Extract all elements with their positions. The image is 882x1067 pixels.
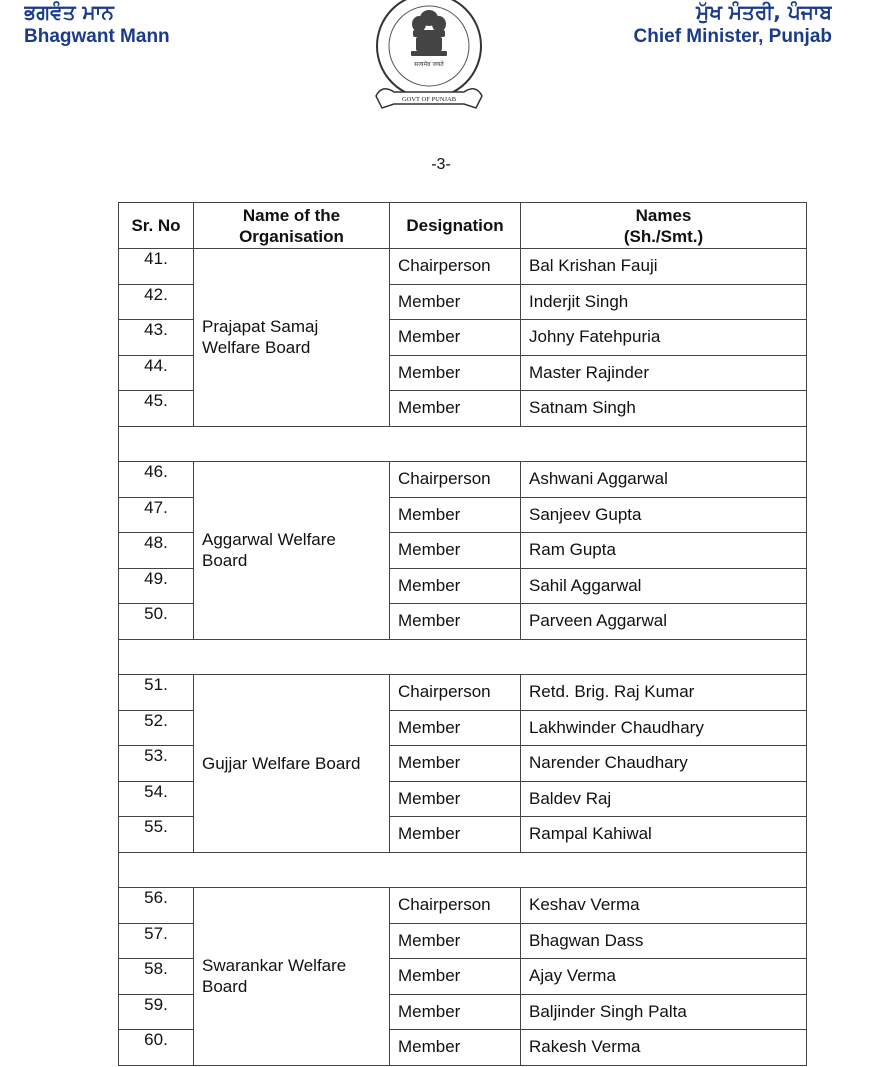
designation: Chairperson <box>390 888 521 924</box>
designation: Member <box>390 320 521 356</box>
sr-no: 58. <box>119 959 194 995</box>
sr-no: 41. <box>119 249 194 285</box>
sr-no: 60. <box>119 1030 194 1066</box>
member-name: Baldev Raj <box>521 781 807 817</box>
designation: Member <box>390 497 521 533</box>
separator-cell <box>119 639 807 675</box>
member-name: Johny Fatehpuria <box>521 320 807 356</box>
header-names-line2: (Sh./Smt.) <box>623 226 704 246</box>
organisation-line2: Board <box>202 977 248 997</box>
emblem-motto: सत्यमेव जयते <box>414 61 444 68</box>
organisation-name <box>194 888 390 1066</box>
sr-no: 52. <box>119 710 194 746</box>
designation-punjabi: ਮੁੱਖ ਮੰਤਰੀ, ਪੰਜਾਬ <box>696 0 832 24</box>
organisation-line1: Aggarwal Welfare <box>202 530 336 550</box>
designation: Member <box>390 781 521 817</box>
table-row <box>119 675 807 711</box>
designation: Member <box>390 817 521 853</box>
organisation-line1: Prajapat Samaj <box>202 317 319 337</box>
member-name: Ashwani Aggarwal <box>521 462 807 498</box>
sr-no: 57. <box>119 923 194 959</box>
member-name: Baljinder Singh Palta <box>521 994 807 1030</box>
minister-name-punjabi: ਭਗਵੰਤ ਮਾਨ <box>24 0 114 24</box>
sr-no: 46. <box>119 462 194 498</box>
government-emblem <box>364 0 494 128</box>
header-right <box>634 0 832 48</box>
page-number: -3- <box>431 156 451 173</box>
organisation-name <box>194 249 390 427</box>
group-separator-row <box>119 852 807 888</box>
designation: Member <box>390 355 521 391</box>
organisation-name <box>194 462 390 640</box>
sr-no: 47. <box>119 497 194 533</box>
header-organisation <box>194 203 390 249</box>
organisation-line2: Board <box>202 551 248 571</box>
table-header-row <box>119 203 807 249</box>
sr-no: 55. <box>119 817 194 853</box>
header-organisation-line1: Name of the <box>242 205 341 225</box>
organisation-line2: Welfare Board <box>202 338 311 358</box>
emblem-ribbon-text: GOVT OF PUNJAB <box>401 96 457 103</box>
designation: Member <box>390 710 521 746</box>
member-name: Keshav Verma <box>521 888 807 924</box>
header-names-line1: Names <box>635 205 692 225</box>
member-name: Lakhwinder Chaudhary <box>521 710 807 746</box>
header-designation: Designation <box>390 203 521 249</box>
member-name: Rampal Kahiwal <box>521 817 807 853</box>
table-row <box>119 462 807 498</box>
member-name: Sahil Aggarwal <box>521 568 807 604</box>
sr-no: 43. <box>119 320 194 356</box>
organisation-line1: Gujjar Welfare Board <box>202 753 361 773</box>
sr-no: 54. <box>119 781 194 817</box>
sr-no: 45. <box>119 391 194 427</box>
sr-no: 51. <box>119 675 194 711</box>
member-name: Sanjeev Gupta <box>521 497 807 533</box>
member-name: Bhagwan Dass <box>521 923 807 959</box>
lion-capital-icon <box>411 10 447 56</box>
minister-name: Bhagwant Mann <box>24 26 170 47</box>
designation-title: Chief Minister, Punjab <box>633 26 832 47</box>
sr-no: 42. <box>119 284 194 320</box>
member-name: Ajay Verma <box>521 959 807 995</box>
member-name: Ram Gupta <box>521 533 807 569</box>
group-separator-row <box>119 426 807 462</box>
header-organisation-line2: Organisation <box>239 226 344 246</box>
designation: Member <box>390 568 521 604</box>
sr-no: 50. <box>119 604 194 640</box>
group-separator-row <box>119 639 807 675</box>
appointments-table <box>118 202 807 1066</box>
header-sr-no: Sr. No <box>119 203 194 249</box>
designation: Chairperson <box>390 675 521 711</box>
designation: Member <box>390 959 521 995</box>
designation: Chairperson <box>390 462 521 498</box>
designation: Member <box>390 391 521 427</box>
sr-no: 49. <box>119 568 194 604</box>
member-name: Narender Chaudhary <box>521 746 807 782</box>
organisation-name <box>194 675 390 853</box>
member-name: Retd. Brig. Raj Kumar <box>521 675 807 711</box>
designation: Member <box>390 994 521 1030</box>
member-name: Master Rajinder <box>521 355 807 391</box>
table-row <box>119 888 807 924</box>
header-names <box>521 203 807 249</box>
member-name: Satnam Singh <box>521 391 807 427</box>
separator-cell <box>119 852 807 888</box>
sr-no: 56. <box>119 888 194 924</box>
sr-no: 48. <box>119 533 194 569</box>
sr-no: 53. <box>119 746 194 782</box>
designation: Member <box>390 746 521 782</box>
designation: Member <box>390 284 521 320</box>
member-name: Bal Krishan Fauji <box>521 249 807 285</box>
designation: Member <box>390 923 521 959</box>
organisation-line1: Swarankar Welfare <box>202 956 347 976</box>
header-left <box>24 0 170 48</box>
designation: Member <box>390 604 521 640</box>
separator-cell <box>119 426 807 462</box>
sr-no: 44. <box>119 355 194 391</box>
member-name: Rakesh Verma <box>521 1030 807 1066</box>
member-name: Parveen Aggarwal <box>521 604 807 640</box>
designation: Chairperson <box>390 249 521 285</box>
table-row <box>119 249 807 285</box>
sr-no: 59. <box>119 994 194 1030</box>
designation: Member <box>390 1030 521 1066</box>
member-name: Inderjit Singh <box>521 284 807 320</box>
designation: Member <box>390 533 521 569</box>
